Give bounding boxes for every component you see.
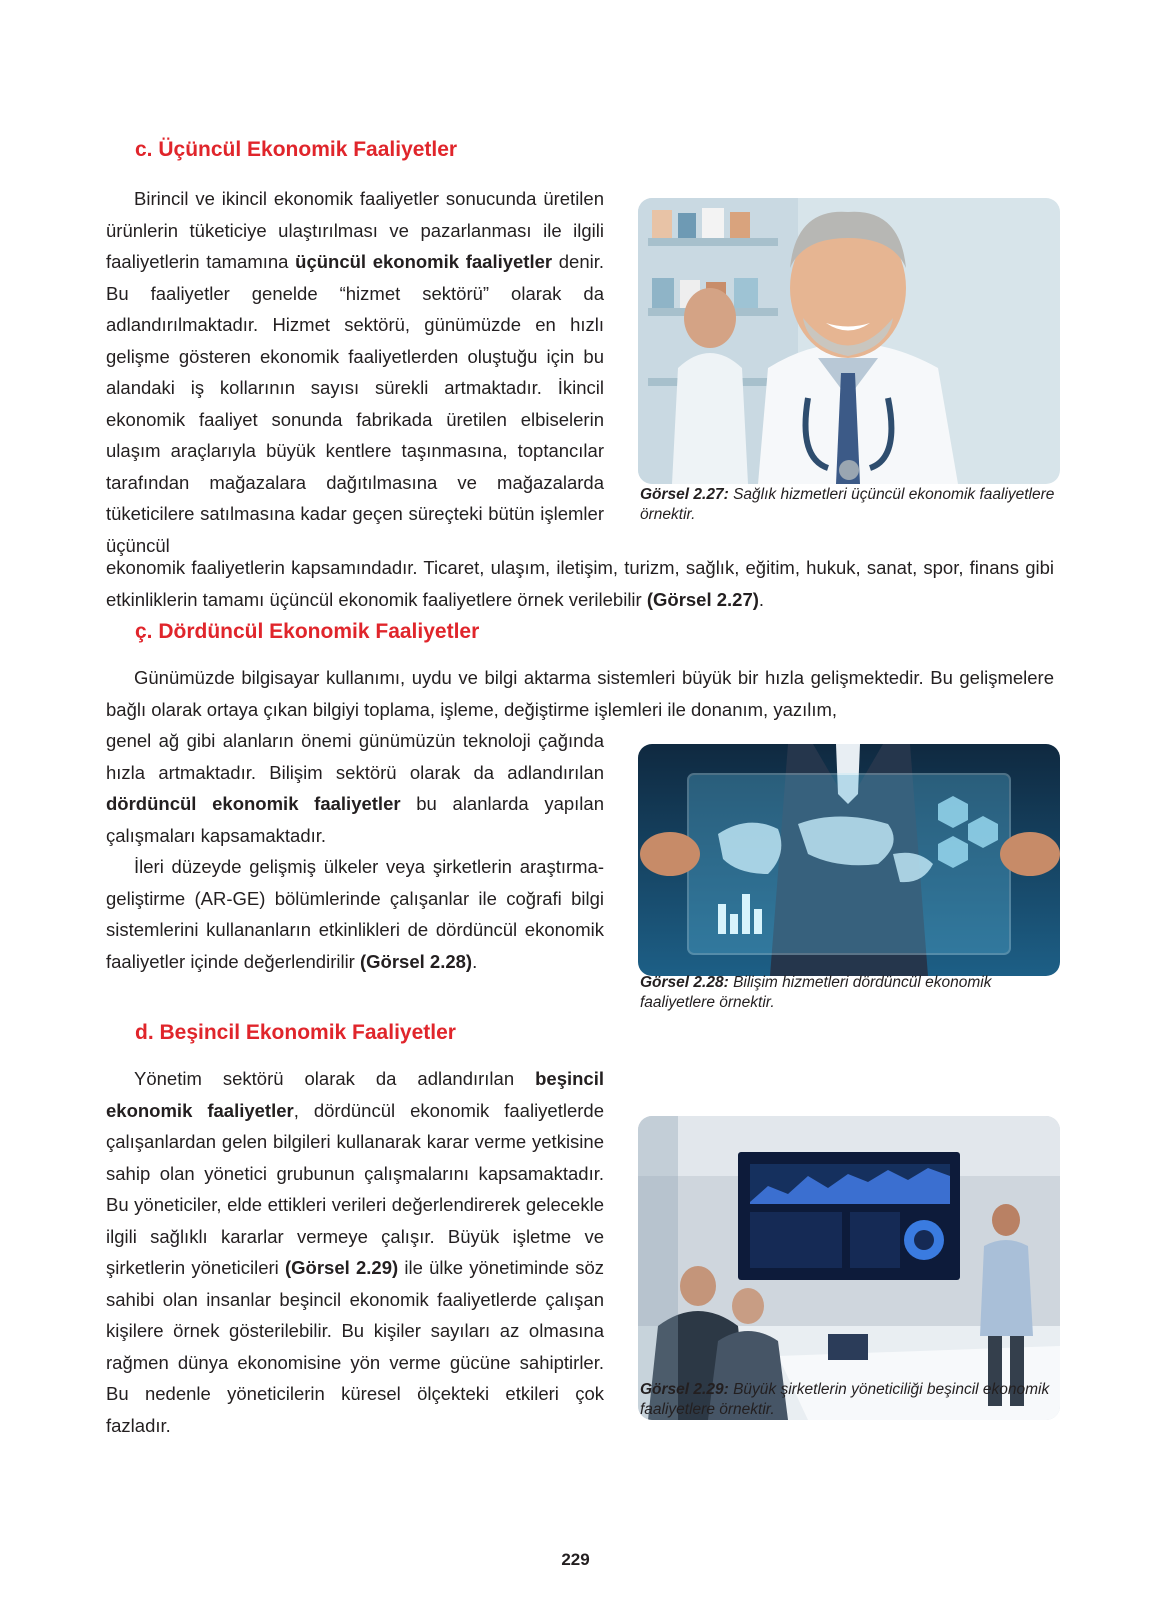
paragraph-quaternary-wrapped bbox=[106, 725, 604, 851]
quinary-text-1: Yönetim sektörü olarak da adlandırılan bbox=[134, 1068, 515, 1089]
heading-tertiary: c. Üçüncül Ekonomik Faaliyetler bbox=[135, 138, 458, 161]
quinary-text-3: ile ülke yönetiminde söz sahibi olan insanlar beşincil ekonomik faaliyetlerde çalışan kişilere örnek gösterilebilir. Bu kişiler sayıları az olmasına rağmen dünya ekonomisine yön verme gücüne sahiptirler. Bu nedenle yöneticilerin küresel ölçekteki etkileri çok fazladır. bbox=[106, 1257, 605, 1436]
quaternary-text-3: bu alanlarda yapılan çalışmaları kapsamaktadır. bbox=[106, 793, 604, 846]
figure-it-image bbox=[638, 744, 1060, 976]
paragraph-tertiary-full: ekonomik faaliyetlerin kapsamındadır. Ticaret, ulaşım, iletişim, turizm, sağlık, eğitim, hukuk, sanat, spor, finans gibi etkinliklerin tamamı üçüncül ekonomik faaliyetlere örnek verilebilir (Görsel 2.27). bbox=[106, 557, 1054, 610]
paragraph-quinary bbox=[106, 1063, 604, 1441]
quaternary-text-2: genel ağ gibi alanların önemi günümüzün teknoloji çağında hızla artmaktadır. Bilişim sektörü olarak da adlandırılan bbox=[106, 730, 604, 783]
quaternary-text-1: Günümüzde bilgisayar kullanımı, uydu ve bilgi aktarma sistemleri büyük bir hızla gelişmektedir. Bu gelişmelere bağlı olarak ortaya çıkan bilgiyi toplama, işleme, değiştirme işlemleri ile donanım, yazılım, bbox=[106, 667, 1054, 720]
tertiary-text-3: ekonomik faaliyetlerin kapsamındadır. Ticaret, ulaşım, iletişim, turizm, sağlık, eğitim, hukuk, sanat, spor, finans gibi etkinliklerin tamamı üçüncül ekonomik faaliyetlere örnek verilebilir bbox=[106, 557, 1054, 610]
heading-quinary: d. Beşincil Ekonomik Faaliyetler bbox=[135, 1021, 456, 1044]
quaternary-figure-ref: (Görsel 2.28) bbox=[360, 950, 473, 972]
caption-figure-2-27 bbox=[640, 485, 1070, 525]
figure-management-image bbox=[638, 1116, 1060, 1420]
tertiary-figure-ref: (Görsel 2.27) bbox=[646, 588, 759, 610]
tertiary-text-2: denir. Bu faaliyetler genelde “hizmet sektörü” olarak da adlandırılmaktadır. Hizmet sektörü, günümüzde en hızlı gelişme gösteren ekonomik faaliyetlerden oluştuğu için bu alandaki iş kollarının sayısı sürekli artmaktadır. İkincil ekonomik faaliyet sonunda fabrikada üretilen elbiselerin ulaşım araçlarıyla büyük kentlere taşınmasına, toptancılar tarafından mağazalara dağıtılmasına ve mağazalarda tüketicilere satılmasına kadar geçen süreçteki bütün işlemler üçüncül bbox=[106, 251, 605, 556]
caption-text: Bilişim hizmetleri dördüncül ekonomik faaliyetlere örnektir. bbox=[640, 974, 992, 1011]
quinary-bold-term: beşincil ekonomik faaliyetler bbox=[106, 1068, 604, 1121]
caption-text: Sağlık hizmetleri üçüncül ekonomik faaliyetlere örnektir. bbox=[640, 486, 1055, 523]
caption-label: Görsel 2.29: bbox=[640, 1381, 729, 1398]
quaternary-bold-term: dördüncül ekonomik faaliyetler bbox=[106, 793, 401, 814]
heading-quaternary: ç. Dördüncül Ekonomik Faaliyetler bbox=[135, 620, 480, 643]
caption-label: Görsel 2.27: bbox=[640, 486, 729, 503]
paragraph-quaternary-full bbox=[106, 662, 1054, 725]
caption-label: Görsel 2.28: bbox=[640, 974, 729, 991]
caption-figure-2-28 bbox=[640, 973, 1070, 1013]
quaternary-text-4: İleri düzeyde gelişmiş ülkeler veya şirketlerin araştırma-geliştirme (AR-GE) bölümlerinde çalışanlar ile coğrafi bilgi sistemlerini kullananların etkinlikleri de dördüncül ekonomik faaliyetler içinde değerlendirilir bbox=[106, 856, 604, 972]
paragraph-quaternary-2: İleri düzeyde gelişmiş ülkeler veya şirketlerin araştırma-geliştirme (AR-GE) bölümlerinde çalışanlar ile coğrafi bilgi sistemlerini kullananların etkinlikleri de dördüncül ekonomik faaliyetler içinde değerlendirilir (Görsel 2.28). bbox=[106, 856, 604, 972]
tertiary-text-1: Birincil ve ikincil ekonomik faaliyetler sonucunda üretilen ürünlerin tüketiciye ulaştırılması ve pazarlanması ile ilgili faaliyetlerin tamamına bbox=[106, 188, 604, 272]
page-number: 229 bbox=[561, 1550, 590, 1569]
paragraph-tertiary-wrapped bbox=[106, 183, 604, 561]
caption-text: Büyük şirketlerin yöneticiliği beşincil ekonomik faaliyetlere örnektir. bbox=[640, 1381, 1050, 1418]
caption-figure-2-29 bbox=[640, 1380, 1070, 1420]
quinary-text-2: , dördüncül ekonomik faaliyetlerde çalışanlardan gelen bilgileri kullanarak karar verme yetkisine sahip olan yönetici grubunun çalışmalarını kapsamaktadır. Bu yöneticiler, elde ettikleri verileri değerlendirerek gelecekle ilgili sağlıklı kararlar vermeye çalışır. Büyük işletme ve şirketlerin yöneticileri bbox=[106, 1099, 604, 1278]
quinary-figure-ref: (Görsel 2.29) bbox=[285, 1257, 399, 1278]
tertiary-bold-term: üçüncül ekonomik faaliyetler bbox=[295, 251, 553, 272]
figure-doctor-image bbox=[638, 198, 1060, 484]
